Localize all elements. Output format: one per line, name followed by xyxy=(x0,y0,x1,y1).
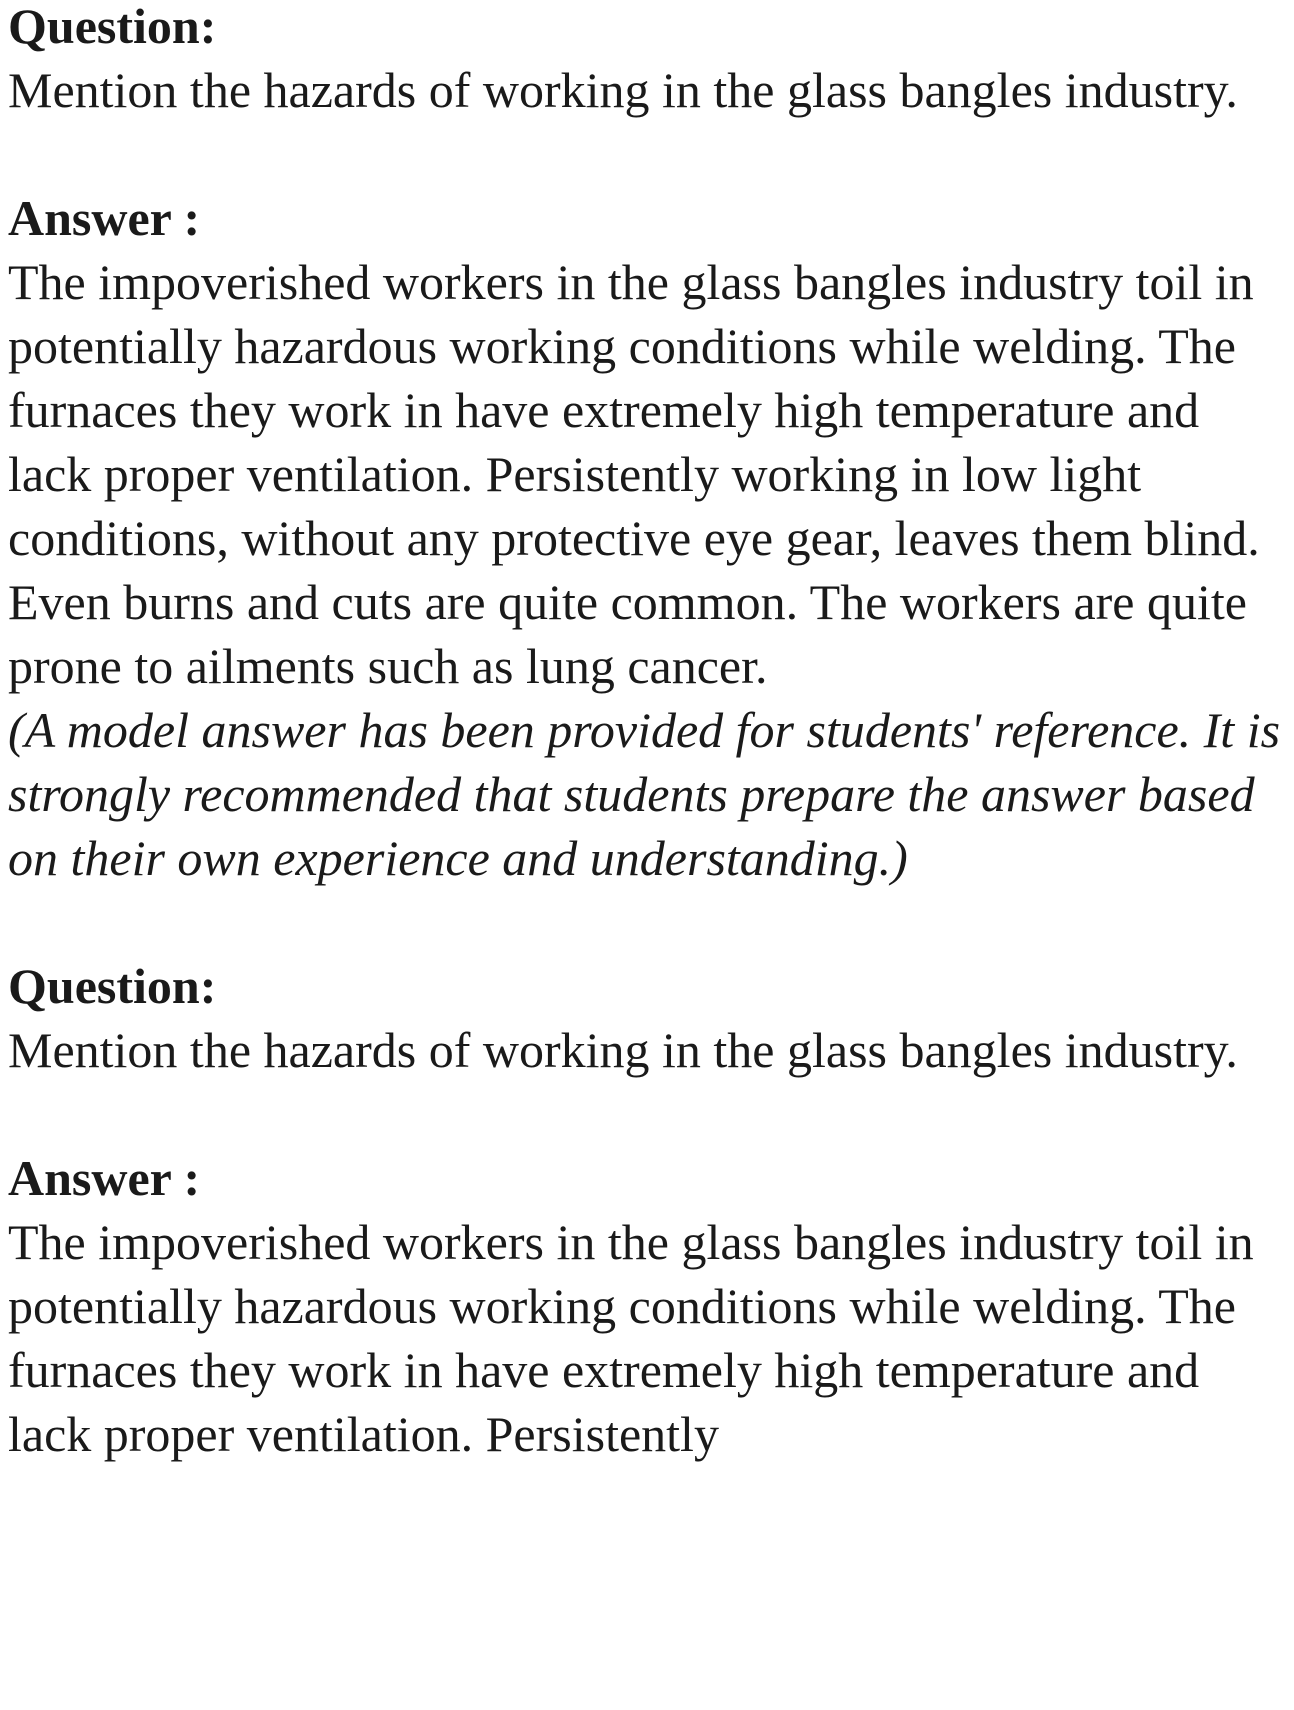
spacer xyxy=(8,1082,1290,1146)
answer-text: The impoverished workers in the glass bangles industry toil in potentially hazardous working conditions while welding. The furnaces they work in have extremely high temperature and lack proper ventilation. Persistently xyxy=(8,1214,1254,1462)
answer-label: Answer : xyxy=(8,1150,201,1206)
answer-label: Answer : xyxy=(8,190,201,246)
model-answer-note: (A model answer has been provided for students' reference. It is strongly recommended that students prepare the answer based on their own experience and understanding.) xyxy=(8,702,1281,886)
document-page xyxy=(8,0,1290,1466)
answer-text: The impoverished workers in the glass bangles industry toil in potentially hazardous working conditions while welding. The furnaces they work in have extremely high temperature and lack proper ventilation. Persistently working in low light conditions, without any protective eye gear, leaves them blind. Even burns and cuts are quite common. The workers are quite prone to ailments such as lung cancer. xyxy=(8,254,1260,694)
question-label: Question: xyxy=(8,958,217,1014)
spacer xyxy=(8,122,1290,186)
qa-block-1 xyxy=(8,0,1290,954)
question-label: Question: xyxy=(8,0,217,54)
question-text: Mention the hazards of working in the glass bangles industry. xyxy=(8,1022,1238,1078)
spacer xyxy=(8,890,1290,954)
qa-block-2 xyxy=(8,954,1290,1466)
question-text: Mention the hazards of working in the glass bangles industry. xyxy=(8,62,1238,118)
